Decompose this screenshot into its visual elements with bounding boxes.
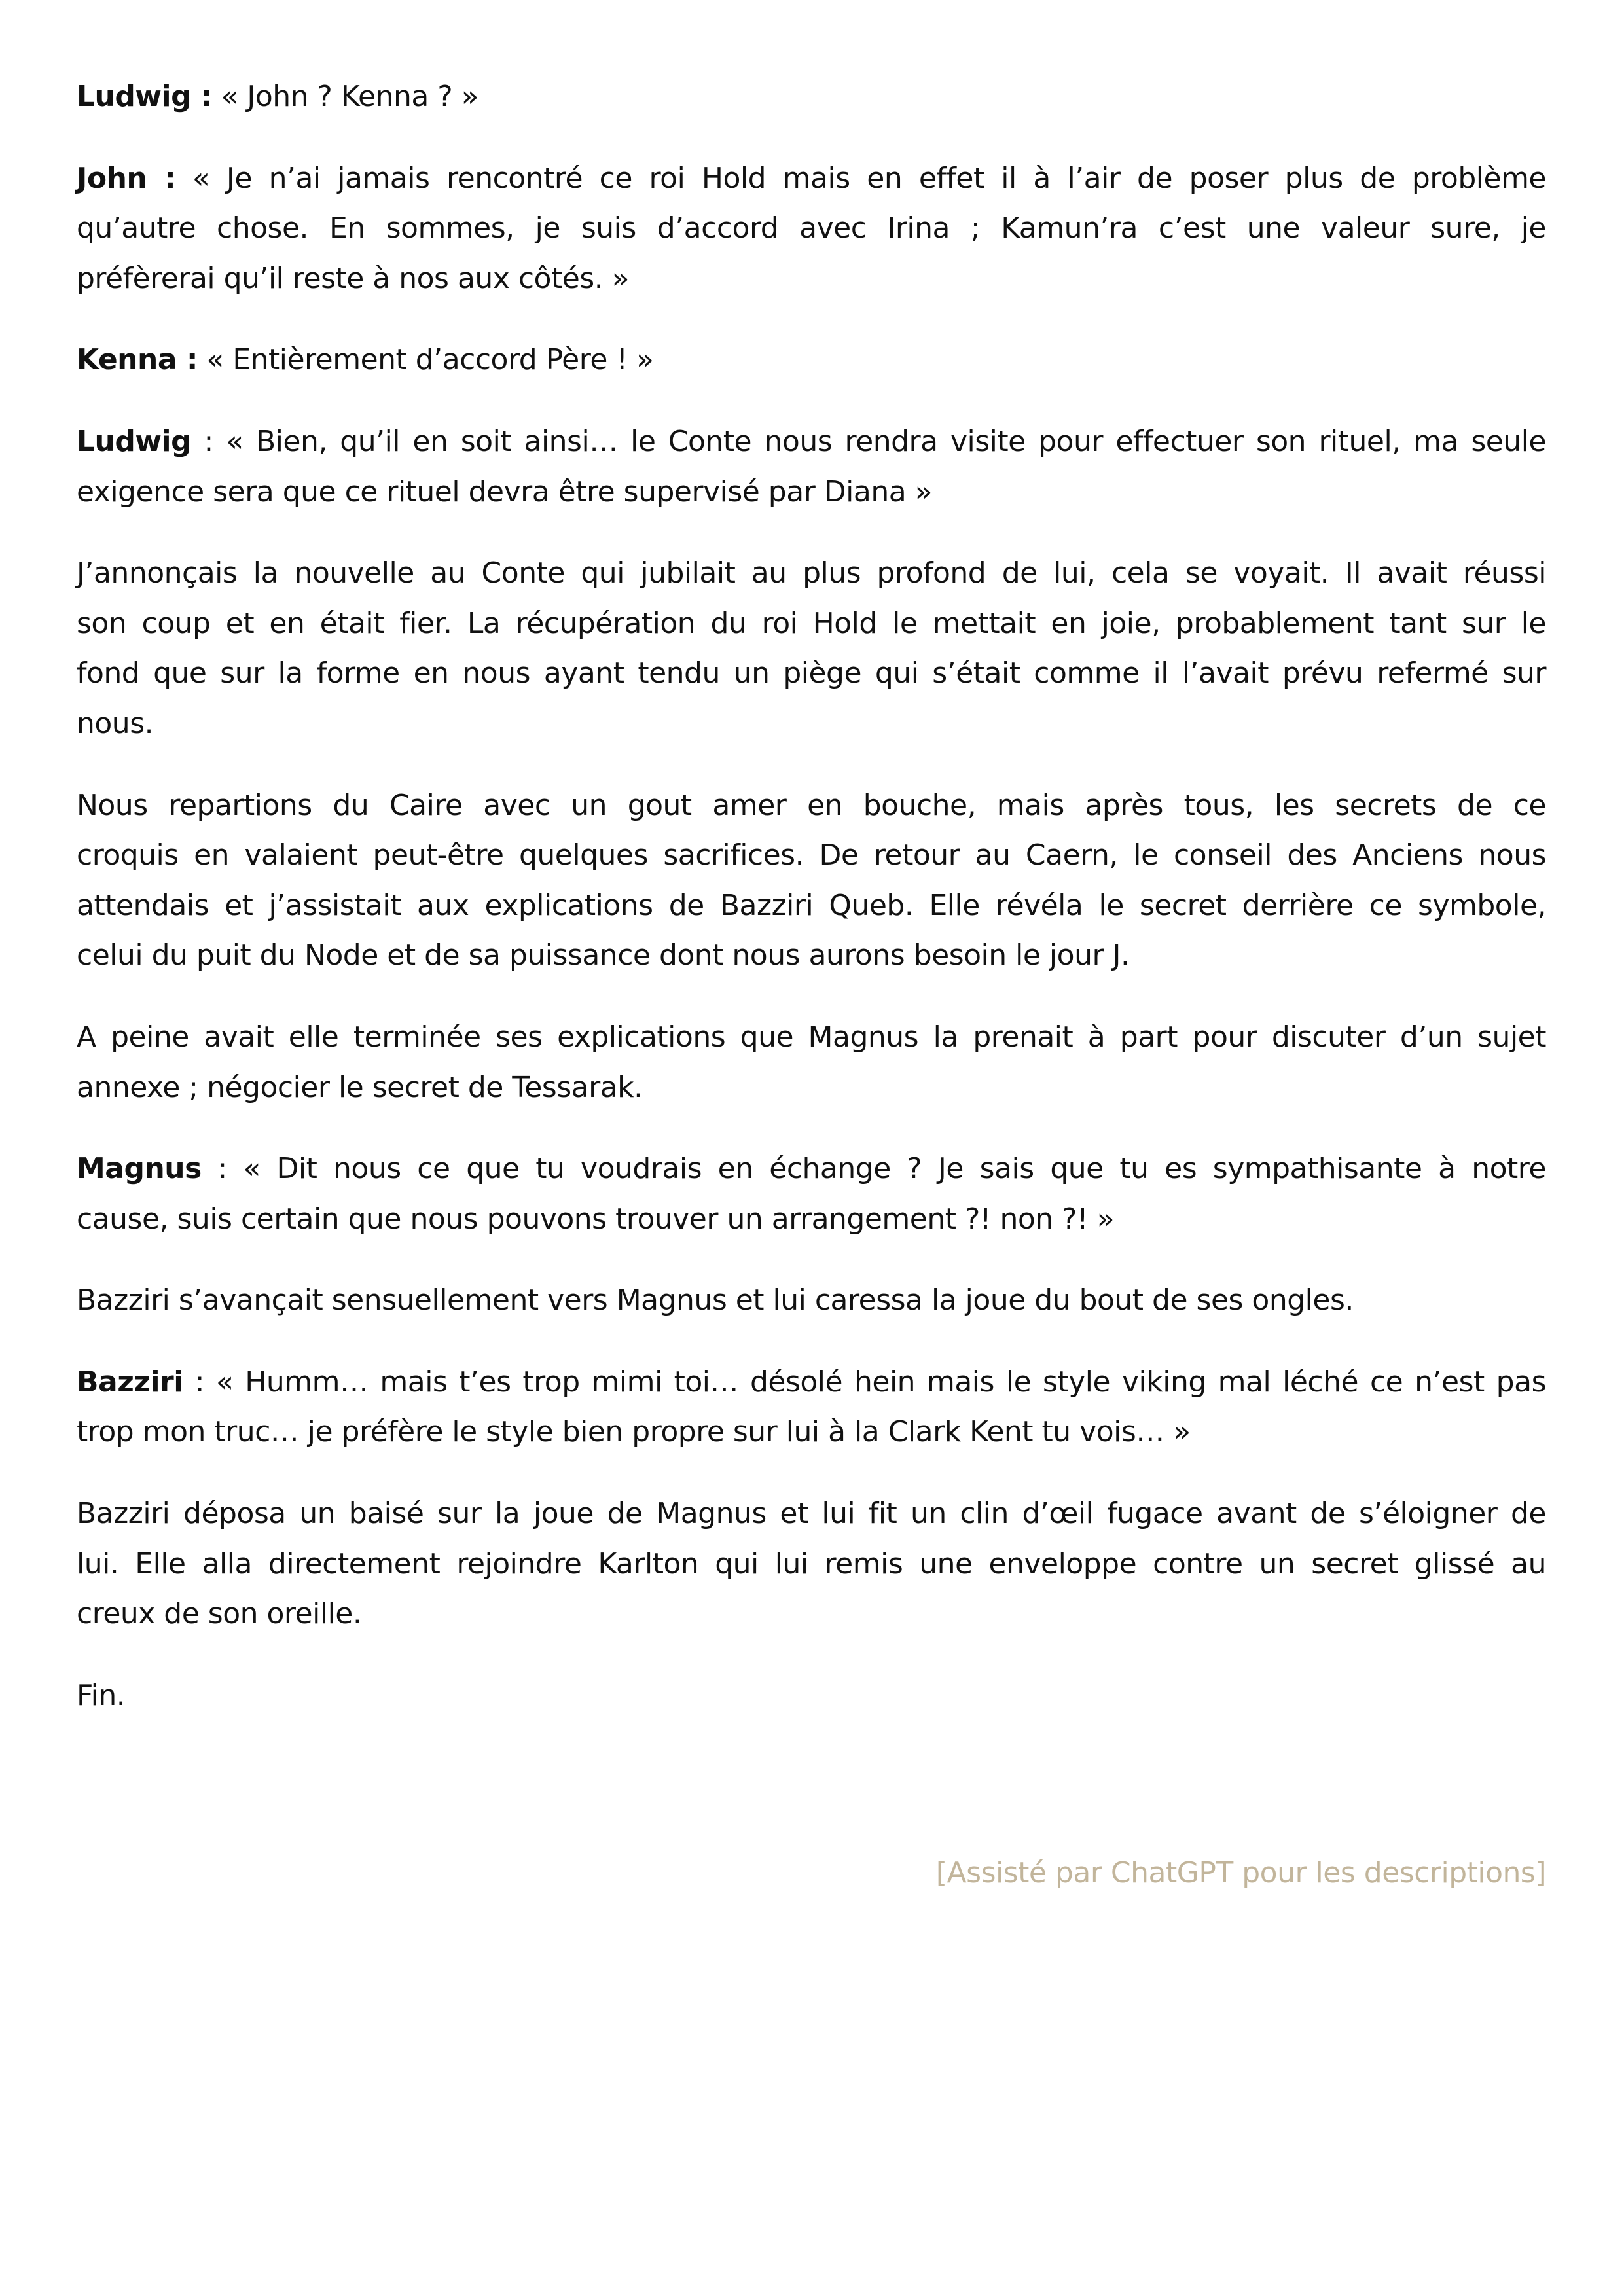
- line-text: : « Dit nous ce que tu voudrais en échange ? Je sais que tu es sympathisante à notre: [201, 1152, 1546, 1186]
- dialogue-paragraph: [77, 72, 1546, 122]
- line-text: lui. Elle alla directement rejoindre Karlton qui lui remis une enveloppe contre un secret glissé au: [77, 1547, 1546, 1581]
- text-line: [77, 72, 1546, 122]
- text-line: [77, 1144, 1546, 1194]
- line-text: celui du puit du Node et de sa puissance dont nous aurons besoin le jour J.: [77, 939, 1130, 973]
- text-line: [77, 781, 1546, 831]
- text-line: [77, 417, 1546, 467]
- speaker-name: Magnus: [77, 1152, 202, 1186]
- line-text: cause, suis certain que nous pouvons trouver un arrangement ?! non ?! »: [77, 1202, 1115, 1236]
- attribution-note: [Assisté par ChatGPT pour les descriptions]: [935, 1856, 1546, 1890]
- text-line: [77, 254, 1546, 304]
- line-text: annexe ; négocier le secret de Tessarak.: [77, 1070, 643, 1104]
- speaker-name: Bazziri: [77, 1365, 183, 1399]
- narration-paragraph: [77, 781, 1546, 981]
- line-text: qu’autre chose. En sommes, je suis d’accord avec Irina ; Kamun’ra c’est une valeur sure, je: [77, 211, 1546, 245]
- text-line: [77, 699, 1546, 749]
- dialogue-paragraph: [77, 154, 1546, 304]
- text-line: [77, 1589, 1546, 1640]
- text-line: [77, 1063, 1546, 1113]
- dialogue-paragraph: [77, 335, 1546, 386]
- text-line: [77, 1276, 1546, 1326]
- text-line: [77, 335, 1546, 386]
- narration-paragraph: [77, 1671, 1546, 1721]
- text-line: [77, 931, 1546, 981]
- line-text: Nous repartions du Caire avec un gout amer en bouche, mais après tous, les secrets de ce: [77, 788, 1546, 822]
- line-text: « Entièrement d’accord Père ! »: [197, 343, 654, 377]
- speaker-name: Ludwig :: [77, 80, 212, 113]
- line-text: « Je n’ai jamais rencontré ce roi Hold mais en effet il à l’air de poser plus de problème: [175, 161, 1546, 195]
- text-line: [77, 1671, 1546, 1721]
- line-text: : « Humm… mais t’es trop mimi toi… désolé hein mais le style viking mal léché ce n’est pas: [183, 1365, 1546, 1399]
- text-line: [77, 1407, 1546, 1458]
- narration-paragraph: [77, 1013, 1546, 1113]
- narration-paragraph: [77, 1489, 1546, 1640]
- text-line: [77, 881, 1546, 931]
- line-text: nous.: [77, 706, 154, 740]
- text-line: [77, 649, 1546, 699]
- text-line: [77, 599, 1546, 649]
- line-text: Fin.: [77, 1678, 126, 1712]
- text-line: [77, 467, 1546, 518]
- speaker-name: John :: [77, 161, 176, 195]
- text-line: [77, 1194, 1546, 1245]
- line-text: attendais et j’assistait aux explications de Bazziri Queb. Elle révéla le secret derrière ce symbole,: [77, 888, 1546, 922]
- line-text: « John ? Kenna ? »: [212, 80, 479, 113]
- dialogue-paragraph: [77, 1357, 1546, 1458]
- text-line: [77, 831, 1546, 881]
- line-text: croquis en valaient peut-être quelques sacrifices. De retour au Caern, le conseil des Anciens nous: [77, 838, 1546, 872]
- dialogue-paragraph: [77, 1144, 1546, 1244]
- line-text: son coup et en était fier. La récupération du roi Hold le mettait en joie, probablement tant sur le: [77, 606, 1546, 640]
- line-text: A peine avait elle terminée ses explications que Magnus la prenait à part pour discuter d’un sujet: [77, 1020, 1546, 1054]
- narration-paragraph: [77, 1276, 1546, 1326]
- text-line: [77, 1489, 1546, 1539]
- document-body: [77, 72, 1546, 1752]
- text-line: [77, 204, 1546, 254]
- dialogue-paragraph: [77, 417, 1546, 517]
- line-text: : « Bien, qu’il en soit ainsi… le Conte nous rendra visite pour effectuer son rituel, ma seule: [191, 424, 1546, 458]
- line-text: J’annonçais la nouvelle au Conte qui jubilait au plus profond de lui, cela se voyait. Il avait réussi: [77, 556, 1546, 590]
- text-line: [77, 548, 1546, 599]
- line-text: trop mon truc… je préfère le style bien propre sur lui à la Clark Kent tu vois… »: [77, 1415, 1191, 1449]
- text-line: [77, 1357, 1546, 1408]
- line-text: fond que sur la forme en nous ayant tendu un piège qui s’était comme il l’avait prévu refermé sur: [77, 656, 1546, 691]
- text-line: [77, 154, 1546, 204]
- line-text: exigence sera que ce rituel devra être supervisé par Diana »: [77, 475, 933, 509]
- line-text: Bazziri s’avançait sensuellement vers Magnus et lui caressa la joue du bout de ses ongles.: [77, 1283, 1354, 1318]
- text-line: [77, 1539, 1546, 1590]
- speaker-name: Kenna :: [77, 343, 198, 377]
- speaker-name: Ludwig: [77, 424, 192, 458]
- narration-paragraph: [77, 548, 1546, 749]
- text-line: [77, 1013, 1546, 1063]
- line-text: creux de son oreille.: [77, 1597, 362, 1631]
- line-text: Bazziri déposa un baisé sur la joue de Magnus et lui fit un clin d’œil fugace avant de s’éloigner de: [77, 1497, 1546, 1531]
- line-text: préfèrerai qu’il reste à nos aux côtés. »: [77, 261, 630, 295]
